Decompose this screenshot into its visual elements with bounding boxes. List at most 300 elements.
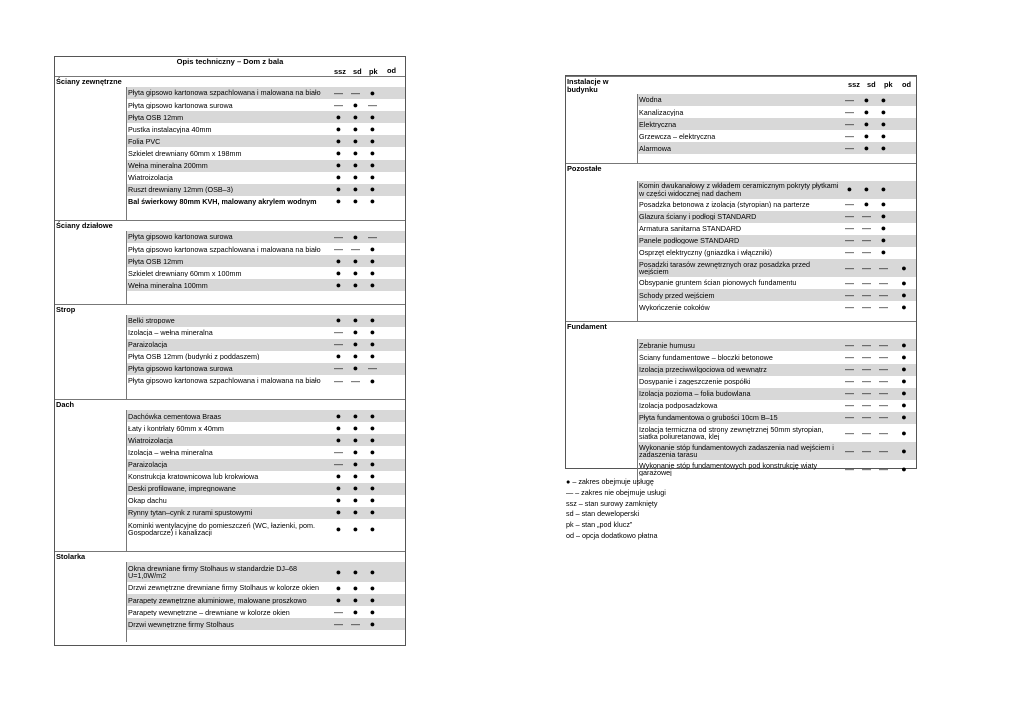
mark-ssz: ● bbox=[335, 184, 342, 195]
mark-pk: ● bbox=[880, 184, 887, 194]
row-label: Paraizolacja bbox=[128, 460, 168, 469]
row-label: Płyta OSB 12mm bbox=[128, 257, 184, 265]
mark-sd: ● bbox=[863, 106, 870, 117]
row-label: Pustka instalacyjna 40mm bbox=[128, 125, 212, 133]
mark-sd: — bbox=[862, 235, 871, 246]
mark-pk: — bbox=[879, 412, 888, 423]
mark-sd: — bbox=[862, 400, 871, 411]
mark-od: ● bbox=[901, 301, 907, 312]
mark-pk: ● bbox=[880, 199, 887, 210]
mark-ssz: ● bbox=[335, 582, 342, 593]
mark-ssz: — bbox=[845, 289, 854, 300]
mark-pk: ● bbox=[369, 459, 376, 470]
row-label: Wodna bbox=[639, 96, 662, 104]
table-row bbox=[127, 160, 405, 172]
mark-ssz: ● bbox=[335, 471, 342, 482]
mark-sd: ● bbox=[352, 172, 359, 183]
column-header-pk: pk bbox=[884, 80, 893, 89]
mark-od: ● bbox=[901, 445, 907, 456]
mark-ssz: ● bbox=[335, 483, 342, 494]
table-row bbox=[638, 211, 916, 223]
table-row bbox=[127, 196, 405, 208]
mark-ssz: ● bbox=[335, 434, 342, 445]
mark-sd: ● bbox=[352, 148, 359, 159]
mark-ssz: — bbox=[845, 262, 854, 273]
table-row bbox=[638, 223, 916, 235]
mark-sd: ● bbox=[863, 184, 870, 194]
row-label: Płyta gipsowo kartonowa surowa bbox=[128, 101, 233, 109]
row-label: Izolacja termiczna od strony zewnętrznej 50mm styropian, siatka poliuretanowa, klej bbox=[639, 425, 824, 441]
mark-ssz: ● bbox=[335, 123, 342, 134]
mark-ssz: ● bbox=[335, 315, 342, 326]
mark-pk: ● bbox=[369, 471, 376, 482]
section-title-pozostale: Pozostałe bbox=[567, 163, 602, 173]
mark-pk: — bbox=[368, 231, 377, 242]
mark-sd: ● bbox=[352, 279, 359, 290]
mark-od: ● bbox=[901, 262, 907, 273]
mark-sd: ● bbox=[352, 327, 359, 338]
mark-ssz: — bbox=[845, 376, 854, 387]
mark-ssz: ● bbox=[846, 184, 853, 194]
section-column-divider bbox=[126, 315, 127, 400]
mark-sd: ● bbox=[352, 471, 359, 482]
row-label: Wykonanie stóp fundamentowych pod konstrukcję wiaty garażowej bbox=[639, 461, 818, 477]
row-label: Zebranie humusu bbox=[639, 341, 695, 349]
row-label: Izolacja przeciwwilgociowa od wewnątrz bbox=[639, 365, 767, 374]
mark-od: ● bbox=[901, 339, 907, 350]
section-column-divider bbox=[126, 231, 127, 304]
table-row bbox=[127, 618, 405, 630]
mark-pk: ● bbox=[880, 247, 887, 258]
mark-pk: ● bbox=[369, 410, 376, 421]
row-label: Płyta OSB 12mm bbox=[128, 113, 184, 121]
row-label: Wiatroizolacja bbox=[128, 174, 173, 182]
row-label: Posadzka betonowa z izolacja (styropian) na parterze bbox=[639, 200, 810, 209]
mark-ssz: — bbox=[845, 142, 854, 153]
table-row bbox=[638, 412, 916, 424]
mark-ssz: — bbox=[334, 231, 343, 242]
mark-ssz: ● bbox=[335, 135, 342, 146]
row-label: Płyta gipsowo kartonowa szpachlowana i malowana na biało bbox=[128, 89, 321, 97]
mark-sd: ● bbox=[863, 94, 870, 105]
mark-sd: ● bbox=[352, 184, 359, 195]
mark-pk: ● bbox=[880, 235, 887, 246]
table-row bbox=[127, 351, 405, 363]
row-label: Panele podłogowe STANDARD bbox=[639, 237, 740, 245]
mark-ssz: — bbox=[334, 459, 343, 470]
mark-sd: ● bbox=[352, 255, 359, 266]
mark-sd: — bbox=[862, 262, 871, 273]
mark-pk: ● bbox=[369, 172, 376, 183]
mark-ssz: ● bbox=[335, 422, 342, 433]
mark-sd: — bbox=[862, 211, 871, 222]
section-divider bbox=[566, 321, 916, 322]
table-row bbox=[638, 142, 916, 154]
mark-sd: ● bbox=[352, 483, 359, 494]
mark-pk: ● bbox=[369, 446, 376, 457]
row-label: Drzwi wewnętrzne firmy Stolhaus bbox=[128, 620, 234, 628]
column-header-od: od bbox=[902, 80, 912, 89]
mark-pk: — bbox=[368, 363, 377, 374]
mark-ssz: ● bbox=[335, 255, 342, 266]
mark-ssz: — bbox=[845, 199, 854, 210]
table-row bbox=[127, 99, 405, 111]
row-label: Alarmowa bbox=[639, 144, 671, 153]
section-title-strop: Strop bbox=[56, 304, 76, 314]
mark-pk: — bbox=[879, 445, 888, 456]
mark-sd: — bbox=[862, 364, 871, 375]
mark-pk: ● bbox=[880, 223, 887, 234]
section-title-sciany-zewnetrzne: Ściany zewnętrzne bbox=[56, 77, 122, 86]
table-row bbox=[638, 94, 916, 106]
table-row bbox=[638, 388, 916, 400]
mark-sd: — bbox=[862, 388, 871, 399]
mark-sd: ● bbox=[863, 199, 870, 210]
mark-pk: ● bbox=[369, 267, 376, 278]
table-row bbox=[638, 351, 916, 363]
table-row bbox=[638, 424, 916, 442]
table-row bbox=[127, 363, 405, 375]
mark-pk: ● bbox=[369, 495, 376, 506]
row-label: Płyta gipsowo kartonowa szpachlowana i malowana na biało bbox=[128, 245, 321, 253]
mark-sd: ● bbox=[863, 142, 870, 153]
mark-sd: — bbox=[351, 243, 360, 254]
mark-pk: — bbox=[879, 301, 888, 312]
mark-pk: — bbox=[879, 388, 888, 399]
table-row bbox=[638, 301, 916, 313]
mark-sd: ● bbox=[352, 99, 359, 110]
mark-sd: ● bbox=[352, 410, 359, 421]
section-divider bbox=[566, 76, 916, 77]
row-label: Kominki wentylacyjne do pomieszczeń (WC, łazienki, pom. Gospodarcze) i kanalizacji bbox=[128, 521, 315, 537]
mark-sd: — bbox=[862, 412, 871, 423]
table-row bbox=[638, 289, 916, 301]
row-label: Izolacja – wełna mineralna bbox=[128, 329, 213, 337]
table-row bbox=[127, 594, 405, 606]
mark-ssz: — bbox=[334, 87, 343, 98]
mark-pk: ● bbox=[369, 566, 376, 577]
mark-sd: — bbox=[862, 223, 871, 234]
row-label: Armatura sanitarna STANDARD bbox=[639, 225, 742, 233]
mark-sd: ● bbox=[352, 315, 359, 326]
mark-sd: ● bbox=[352, 507, 359, 518]
table-row bbox=[638, 376, 916, 388]
mark-od: ● bbox=[901, 463, 907, 474]
column-header-sd: sd bbox=[353, 67, 362, 76]
table-row bbox=[638, 400, 916, 412]
table-row bbox=[127, 422, 405, 434]
mark-ssz: — bbox=[845, 364, 854, 375]
table-row bbox=[638, 442, 916, 460]
mark-ssz: ● bbox=[335, 566, 342, 577]
mark-sd: ● bbox=[352, 196, 359, 207]
mark-od: ● bbox=[901, 388, 907, 399]
table-row bbox=[638, 118, 916, 130]
mark-ssz: ● bbox=[335, 148, 342, 159]
table-row bbox=[638, 259, 916, 277]
table-row bbox=[127, 375, 405, 387]
table-row bbox=[127, 172, 405, 184]
row-label: Płyta fundamentowa o grubości 10cm B–15 bbox=[639, 414, 778, 422]
mark-pk: ● bbox=[369, 434, 376, 445]
mark-sd: ● bbox=[352, 422, 359, 433]
row-label: Ruszt drewniany 12mm (OSB–3) bbox=[128, 186, 234, 194]
mark-pk: ● bbox=[880, 142, 887, 153]
legend-item: ssz – stan surowy zamknięty bbox=[566, 498, 658, 508]
row-label: Izolacja pozioma – folia budowlana bbox=[639, 390, 751, 398]
mark-sd: ● bbox=[352, 363, 359, 374]
mark-ssz: — bbox=[334, 606, 343, 617]
mark-pk: ● bbox=[880, 106, 887, 117]
mark-ssz: ● bbox=[335, 523, 342, 534]
mark-sd: ● bbox=[352, 495, 359, 506]
row-label: Wiatroizolacja bbox=[128, 436, 173, 444]
mark-pk: ● bbox=[369, 135, 376, 146]
mark-pk: — bbox=[879, 262, 888, 273]
section-title-dach: Dach bbox=[56, 400, 75, 410]
table-row bbox=[127, 123, 405, 135]
table-row bbox=[638, 106, 916, 118]
mark-sd: ● bbox=[352, 606, 359, 617]
mark-ssz: — bbox=[845, 118, 854, 129]
mark-pk: — bbox=[879, 463, 888, 474]
table-row bbox=[127, 327, 405, 339]
mark-pk: — bbox=[879, 376, 888, 387]
mark-sd: ● bbox=[352, 231, 359, 242]
mark-ssz: ● bbox=[335, 160, 342, 171]
row-label: Schody przed wejściem bbox=[639, 291, 715, 299]
column-header-ssz: ssz bbox=[848, 80, 860, 89]
mark-sd: ● bbox=[352, 267, 359, 278]
mark-ssz: — bbox=[334, 99, 343, 110]
mark-ssz: ● bbox=[335, 507, 342, 518]
table-row bbox=[127, 410, 405, 422]
table-row bbox=[127, 471, 405, 483]
mark-pk: ● bbox=[369, 184, 376, 195]
table-row bbox=[127, 507, 405, 519]
row-label: Izolacja – wełna mineralna bbox=[128, 448, 213, 457]
table-row bbox=[127, 562, 405, 582]
mark-pk: ● bbox=[369, 582, 376, 593]
row-label: Izolacja podposadzkowa bbox=[639, 402, 718, 410]
mark-pk: ● bbox=[369, 606, 376, 617]
mark-sd: — bbox=[862, 339, 871, 350]
mark-pk: — bbox=[879, 400, 888, 411]
section-divider bbox=[55, 551, 405, 552]
table-row bbox=[127, 606, 405, 618]
table-row bbox=[638, 339, 916, 351]
section-title-instalacje-w-budynku: Instalacje w budynku bbox=[567, 77, 609, 95]
table-row bbox=[127, 148, 405, 160]
legend bbox=[566, 477, 666, 542]
mark-od: ● bbox=[901, 376, 907, 387]
mark-ssz: — bbox=[845, 301, 854, 312]
table-row bbox=[127, 434, 405, 446]
row-label: Płyta gipsowo kartonowa surowa bbox=[128, 365, 233, 373]
mark-pk: ● bbox=[369, 594, 376, 605]
mark-ssz: ● bbox=[335, 279, 342, 290]
table-row bbox=[127, 184, 405, 196]
mark-sd: — bbox=[862, 289, 871, 300]
mark-ssz: — bbox=[845, 130, 854, 141]
mark-pk: ● bbox=[369, 243, 376, 254]
mark-sd: ● bbox=[352, 351, 359, 362]
mark-pk: ● bbox=[369, 196, 376, 207]
mark-sd: ● bbox=[863, 118, 870, 129]
table-row bbox=[127, 459, 405, 471]
mark-ssz: — bbox=[845, 223, 854, 234]
row-label: Wełna mineralna 100mm bbox=[128, 281, 208, 290]
mark-ssz: — bbox=[334, 243, 343, 254]
mark-od: ● bbox=[901, 277, 907, 288]
mark-sd: — bbox=[862, 445, 871, 456]
mark-ssz: — bbox=[845, 351, 854, 362]
mark-od: ● bbox=[901, 400, 907, 411]
mark-sd: ● bbox=[352, 446, 359, 457]
mark-ssz: — bbox=[845, 463, 854, 474]
mark-ssz: — bbox=[845, 247, 854, 258]
mark-sd: — bbox=[862, 463, 871, 474]
mark-pk: ● bbox=[369, 351, 376, 362]
mark-sd: ● bbox=[352, 582, 359, 593]
legend-item: sd – stan deweloperski bbox=[566, 509, 640, 519]
mark-ssz: ● bbox=[335, 410, 342, 421]
mark-ssz: ● bbox=[335, 267, 342, 278]
table-row bbox=[127, 255, 405, 267]
row-label: Parapety zewnętrzne aluminiowe, malowane proszkowo bbox=[128, 596, 307, 604]
row-label: Wykonanie stóp fundamentowych zadaszenia nad wejściem i zadaszenia tarasu bbox=[639, 443, 834, 459]
mark-sd: ● bbox=[352, 459, 359, 470]
mark-ssz: — bbox=[845, 235, 854, 246]
column-header-od: od bbox=[387, 66, 397, 75]
mark-pk: ● bbox=[369, 87, 376, 98]
row-label: Paraizolacja bbox=[128, 341, 168, 349]
mark-pk: — bbox=[879, 351, 888, 362]
mark-sd: ● bbox=[352, 434, 359, 445]
row-label: Folia PVC bbox=[128, 137, 161, 146]
table-row bbox=[638, 181, 916, 199]
legend-item: ● – zakres obejmuje usługę bbox=[566, 477, 654, 486]
table-row bbox=[638, 235, 916, 247]
mark-ssz: — bbox=[334, 618, 343, 629]
row-label: Dosypanie i zagęszczenie pospółki bbox=[639, 378, 751, 386]
mark-pk: — bbox=[879, 289, 888, 300]
mark-sd: — bbox=[351, 618, 360, 629]
mark-pk: ● bbox=[369, 160, 376, 171]
mark-sd: — bbox=[862, 376, 871, 387]
legend-item: od – opcja dodatkowo płatna bbox=[566, 530, 658, 540]
table-row bbox=[127, 243, 405, 255]
mark-ssz: ● bbox=[335, 111, 342, 122]
mark-pk: ● bbox=[369, 339, 376, 350]
row-label: Posadzki tarasów zewnętrznych oraz posadzka przed wejściem bbox=[639, 260, 810, 276]
mark-ssz: — bbox=[845, 412, 854, 423]
mark-sd: ● bbox=[352, 123, 359, 134]
mark-ssz: — bbox=[845, 94, 854, 105]
mark-ssz: — bbox=[334, 327, 343, 338]
table-row bbox=[127, 111, 405, 123]
table-row bbox=[127, 87, 405, 99]
row-label: Płyta OSB 12mm (budynki z poddaszem) bbox=[128, 353, 260, 361]
mark-sd: ● bbox=[352, 566, 359, 577]
row-label: Płyta gipsowo kartonowa szpachlowana i malowana na biało bbox=[128, 377, 321, 385]
mark-pk: ● bbox=[880, 94, 887, 105]
mark-ssz: — bbox=[845, 445, 854, 456]
row-label: Wełna mineralna 200mm bbox=[128, 162, 208, 170]
mark-ssz: ● bbox=[335, 351, 342, 362]
table-row bbox=[638, 460, 916, 478]
mark-ssz: — bbox=[845, 106, 854, 117]
mark-ssz: ● bbox=[335, 196, 342, 207]
row-label: Dachówka cementowa Braas bbox=[128, 412, 222, 420]
mark-pk: ● bbox=[880, 211, 887, 222]
row-label: Glazura ściany i podłogi STANDARD bbox=[639, 213, 757, 221]
row-label: Komin dwukanałowy z wkładem ceramicznym pokryty płytkami w części widocznej nad dachem bbox=[639, 182, 839, 197]
mark-pk: ● bbox=[880, 118, 887, 129]
technical-description-table-right bbox=[565, 75, 917, 477]
section-divider bbox=[55, 399, 405, 400]
table-row bbox=[127, 267, 405, 279]
mark-sd: — bbox=[862, 247, 871, 258]
table-row bbox=[127, 135, 405, 147]
row-label: Łaty i kontrłaty 60mm x 40mm bbox=[128, 424, 224, 432]
row-label: Parapety wewnętrzne – drewniane w kolorze okien bbox=[128, 608, 290, 616]
mark-pk: ● bbox=[369, 327, 376, 338]
mark-ssz: — bbox=[334, 375, 343, 386]
mark-ssz: — bbox=[334, 339, 343, 350]
mark-sd: — bbox=[351, 375, 360, 386]
mark-pk: ● bbox=[369, 315, 376, 326]
table-title: Opis techniczny – Dom z bala bbox=[176, 57, 284, 66]
mark-sd: — bbox=[862, 301, 871, 312]
mark-od: ● bbox=[901, 427, 907, 438]
mark-pk: — bbox=[879, 364, 888, 375]
row-label: Płyta gipsowo kartonowa surowa bbox=[128, 233, 233, 241]
row-label: Elektryczna bbox=[639, 120, 677, 128]
mark-ssz: — bbox=[845, 388, 854, 399]
legend-item: pk – stan „pod klucz” bbox=[566, 520, 633, 530]
mark-od: ● bbox=[901, 364, 907, 375]
mark-pk: ● bbox=[369, 148, 376, 159]
mark-ssz: ● bbox=[335, 594, 342, 605]
table-row bbox=[638, 199, 916, 211]
mark-sd: ● bbox=[352, 160, 359, 171]
mark-ssz: — bbox=[845, 400, 854, 411]
mark-sd: ● bbox=[352, 594, 359, 605]
table-row bbox=[127, 483, 405, 495]
mark-sd: — bbox=[862, 427, 871, 438]
column-header-sd: sd bbox=[867, 80, 876, 89]
row-label: Wykończenie cokołów bbox=[639, 303, 710, 311]
mark-ssz: — bbox=[334, 446, 343, 457]
mark-sd: ● bbox=[352, 523, 359, 534]
section-title-fundament: Fundament bbox=[567, 322, 607, 332]
table-row bbox=[127, 495, 405, 507]
row-label: Obsypanie gruntem ścian pionowych fundamentu bbox=[639, 279, 797, 287]
section-column-divider bbox=[126, 410, 127, 551]
section-title-sciany-dzialowe: Ściany działowe bbox=[56, 221, 113, 230]
mark-od: ● bbox=[901, 289, 907, 300]
legend-item: — – zakres nie obejmuje usługi bbox=[566, 487, 666, 497]
row-label: Okna drewniane firmy Stolhaus w standardzie DJ–68 U=1,0W/m2 bbox=[128, 564, 297, 580]
section-divider bbox=[566, 163, 916, 164]
mark-od: ● bbox=[901, 351, 907, 362]
mark-ssz: ● bbox=[335, 172, 342, 183]
mark-sd: — bbox=[862, 351, 871, 362]
table-row bbox=[638, 277, 916, 289]
row-label: Konstrukcja kratownicowa lub krokwiowa bbox=[128, 473, 259, 481]
mark-pk: ● bbox=[369, 507, 376, 518]
